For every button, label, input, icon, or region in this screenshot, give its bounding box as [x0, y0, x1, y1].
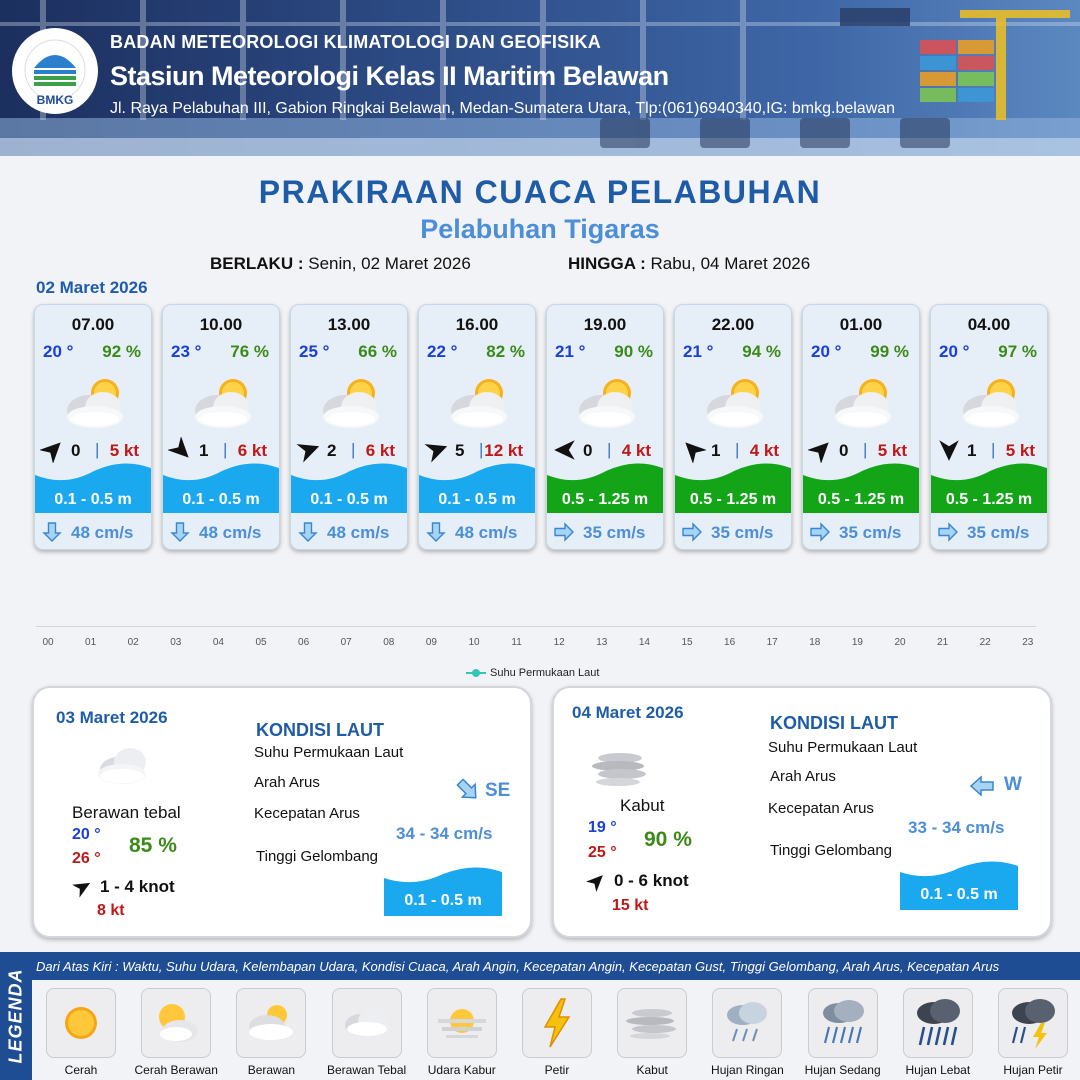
legend-item-label: Cerah Berawan [134, 1063, 218, 1077]
current-speed: 35 cm/s [583, 523, 646, 542]
cerah-berawan-icon [55, 371, 135, 433]
air-temperature: 23 ° [171, 342, 202, 361]
wind-direction-icon [680, 437, 706, 463]
current-speed: 48 cm/s [199, 523, 262, 542]
hour-tick-label: 04 [212, 637, 224, 648]
legend-item-label: Hujan Ringan [711, 1063, 784, 1077]
hour-tick-label: 19 [851, 637, 863, 648]
separator: | [95, 440, 100, 459]
current-speed: 34 - 34 cm/s [396, 824, 493, 843]
hour-tick-label: 06 [298, 637, 310, 648]
humidity: 94 % [742, 342, 781, 361]
arrow-south-icon [41, 521, 63, 543]
cloud-sun-icon [237, 989, 305, 1057]
day-panel-2 [552, 686, 1052, 938]
wind-direction-icon [168, 437, 194, 463]
legend-item-label: Berawan [247, 1063, 296, 1077]
hour-tick-label: 08 [383, 637, 395, 648]
gust-speed: 8 kt [97, 902, 125, 919]
label-wave-height: Tinggi Gelombang [256, 848, 379, 865]
gust-speed: 6 kt [237, 441, 267, 460]
wind-speed-range: 0 - 6 knot [614, 871, 689, 890]
thunderstorm-icon [999, 989, 1067, 1057]
current-speed: 48 cm/s [455, 523, 518, 542]
separator: | [735, 440, 740, 459]
wave-height: 0.1 - 0.5 m [920, 886, 998, 903]
wind-direction-icon [424, 437, 450, 463]
forecast-time: 04.00 [967, 315, 1011, 334]
legend-item-haze [427, 988, 497, 1058]
current-direction: W [1004, 774, 1022, 795]
cerah-berawan-icon [695, 371, 775, 433]
hour-tick-label: 16 [724, 637, 736, 648]
temp-min: 20 ° [72, 826, 101, 843]
humidity: 66 % [358, 342, 397, 361]
humidity: 85 % [129, 834, 177, 857]
wave-height: 0.5 - 1.25 m [561, 491, 649, 508]
air-temperature: 20 ° [43, 342, 74, 361]
hour-tick-label: 23 [1022, 637, 1034, 648]
moderate-rain-icon [809, 989, 877, 1057]
gust-speed: 5 kt [1005, 441, 1035, 460]
legend-item-label: Hujan Lebat [905, 1063, 971, 1077]
gust-speed: 15 kt [612, 897, 649, 914]
arrow-east-icon [553, 521, 575, 543]
wind-speed-range: 1 - 4 knot [100, 877, 175, 896]
station-name: Stasiun Meteorologi Kelas II Maritim Belawan [110, 61, 669, 91]
wind-speed: 2 [327, 441, 337, 460]
light-rain-icon [713, 989, 781, 1057]
legend-item-sun [46, 988, 116, 1058]
arrow-south-icon [297, 521, 319, 543]
day1-date: 02 Maret 2026 [36, 278, 148, 297]
temp-min: 19 ° [588, 819, 617, 836]
current-speed: 35 cm/s [711, 523, 774, 542]
separator: | [863, 440, 868, 459]
current-speed: 33 - 34 cm/s [908, 818, 1005, 837]
forecast-card [162, 304, 280, 550]
valid-from-value: Senin, 02 Maret 2026 [308, 254, 471, 273]
arrow-east-icon [809, 521, 831, 543]
hour-tick-label: 18 [809, 637, 821, 648]
hour-tick-label: 14 [638, 637, 650, 648]
wind-direction-icon [296, 437, 322, 463]
wave-height: 0.1 - 0.5 m [54, 491, 132, 508]
hour-tick-label: 00 [42, 637, 54, 648]
forecast-card [546, 304, 664, 550]
wind-direction-icon [72, 876, 94, 898]
forecast-time: 13.00 [327, 315, 371, 334]
wind-direction-icon [586, 870, 608, 892]
legend-item-light-rain [712, 988, 782, 1058]
legend-item-heavy-rain [903, 988, 973, 1058]
hour-tick-label: 20 [894, 637, 906, 648]
air-temperature: 20 ° [811, 342, 842, 361]
label-current-direction: Arah Arus [770, 768, 836, 785]
cerah-berawan-icon [439, 371, 519, 433]
legend-item-label: Cerah [64, 1063, 98, 1077]
wind-direction-icon [808, 437, 834, 463]
forecast-card [674, 304, 792, 550]
wave-height: 0.1 - 0.5 m [310, 491, 388, 508]
current-speed: 35 cm/s [967, 523, 1030, 542]
hour-tick-label: 07 [340, 637, 352, 648]
hour-tick-label: 10 [468, 637, 480, 648]
hour-tick-label: 02 [127, 637, 139, 648]
header-banner [0, 0, 1080, 156]
forecast-time: 22.00 [711, 315, 755, 334]
label-current-speed: Kecepatan Arus [254, 805, 360, 822]
wind-speed: 5 [455, 441, 465, 460]
separator: | [991, 440, 996, 459]
air-temperature: 21 ° [555, 342, 586, 361]
label-wave-height: Tinggi Gelombang [770, 842, 893, 859]
gust-speed: 4 kt [621, 441, 651, 460]
wind-speed: 0 [71, 441, 81, 460]
wave-height: 0.1 - 0.5 m [182, 491, 260, 508]
legend-item-fog [617, 988, 687, 1058]
forecast-time: 10.00 [199, 315, 243, 334]
legend-item-label: Kabut [636, 1063, 668, 1077]
kondisi-laut-title: KONDISI LAUT [770, 713, 898, 733]
valid-from [210, 254, 471, 274]
valid-until-label: HINGGA : [568, 254, 646, 273]
sun-icon [47, 989, 115, 1057]
kabut-icon [588, 744, 652, 792]
legend-item-lightning [522, 988, 592, 1058]
wave-height: 0.5 - 1.25 m [689, 491, 777, 508]
gust-speed: 5 kt [109, 441, 139, 460]
air-temperature: 20 ° [939, 342, 970, 361]
gust-speed: 4 kt [749, 441, 779, 460]
arrow-south-icon [425, 521, 447, 543]
label-current-speed: Kecepatan Arus [768, 800, 874, 817]
agency-name: BADAN METEOROLOGI KLIMATOLOGI DAN GEOFISIKA [110, 32, 601, 52]
cerah-berawan-icon [311, 371, 391, 433]
hour-tick-label: 13 [596, 637, 608, 648]
hour-axis-line [36, 626, 1036, 627]
hour-tick-label: 12 [553, 637, 565, 648]
legend-caption: Dari Atas Kiri : Waktu, Suhu Udara, Kelembapan Udara, Kondisi Cuaca, Arah Angin, Kecepatan Angin, Kecepatan Gust, Tinggi Gelombang, Arah Arus, Kecepatan Arus [36, 959, 1000, 974]
day-panel-date: 04 Maret 2026 [572, 703, 684, 722]
bmkg-logo [12, 28, 98, 114]
wind-speed: 1 [967, 441, 977, 460]
sun-cloud-icon [142, 989, 210, 1057]
gust-speed: 12 kt [484, 441, 523, 460]
hour-tick-label: 22 [979, 637, 991, 648]
humidity: 97 % [998, 342, 1037, 361]
wind-direction-icon [40, 437, 66, 463]
page-title: PRAKIRAAN CUACA PELABUHAN [258, 174, 822, 210]
forecast-time: 16.00 [455, 315, 499, 334]
berawan-tebal-icon [92, 740, 156, 788]
legend-item-label: Petir [544, 1063, 570, 1077]
heavy-rain-icon [904, 989, 972, 1057]
label-sst: Suhu Permukaan Laut [254, 744, 404, 761]
valid-until [568, 254, 810, 274]
air-temperature: 25 ° [299, 342, 330, 361]
cerah-berawan-icon [567, 371, 647, 433]
gust-speed: 6 kt [365, 441, 395, 460]
arrow-southeast-icon [454, 778, 482, 802]
legend-item-label: Hujan Sedang [804, 1063, 881, 1077]
wave-height: 0.5 - 1.25 m [945, 491, 1033, 508]
legend-item-label: Hujan Petir [1003, 1063, 1063, 1077]
forecast-card [34, 304, 152, 550]
weather-description: Kabut [620, 796, 665, 815]
arrow-east-icon [937, 521, 959, 543]
lightning-icon [523, 989, 591, 1057]
wind-direction-icon [936, 437, 962, 463]
wind-speed: 0 [839, 441, 849, 460]
wave-height: 0.5 - 1.25 m [817, 491, 905, 508]
current-direction: SE [485, 780, 511, 801]
forecast-card [930, 304, 1048, 550]
arrow-west-icon [968, 774, 996, 798]
hour-tick-label: 05 [255, 637, 267, 648]
legend-side-bar [0, 952, 32, 1080]
forecast-time: 19.00 [583, 315, 627, 334]
legend-item-cloud-sun [236, 988, 306, 1058]
separator: | [351, 440, 356, 459]
legend-item-label: Berawan Tebal [327, 1063, 407, 1077]
valid-from-label: BERLAKU : [210, 254, 304, 273]
current-speed: 48 cm/s [327, 523, 390, 542]
forecast-card [802, 304, 920, 550]
legend-item-thunderstorm [998, 988, 1068, 1058]
hour-tick-label: 11 [511, 637, 522, 648]
wave-height: 0.1 - 0.5 m [438, 491, 516, 508]
hour-tick-label: 17 [766, 637, 778, 648]
sst-legend [466, 667, 599, 679]
fog-icon [618, 989, 686, 1057]
humidity: 92 % [102, 342, 141, 361]
air-temperature: 21 ° [683, 342, 714, 361]
forecast-card [290, 304, 408, 550]
separator: | [607, 440, 612, 459]
separator: | [223, 440, 228, 459]
forecast-time: 07.00 [71, 315, 115, 334]
sst-legend-marker [466, 669, 486, 677]
wind-speed: 1 [199, 441, 209, 460]
hour-tick-label: 15 [681, 637, 693, 648]
haze-icon [428, 989, 496, 1057]
gust-speed: 5 kt [877, 441, 907, 460]
hour-tick-label: 09 [425, 637, 437, 648]
forecast-time: 01.00 [839, 315, 883, 334]
day-panel-1 [32, 686, 532, 938]
hour-tick-label: 21 [937, 637, 949, 648]
station-address: Jl. Raya Pelabuhan III, Gabion Ringkai Belawan, Medan-Sumatera Utara, Tlp:(061)6940340,IG: bmkg.belawan [110, 100, 896, 117]
legend-item-sun-cloud [141, 988, 211, 1058]
current-speed: 35 cm/s [839, 523, 902, 542]
humidity: 82 % [486, 342, 525, 361]
current-speed: 48 cm/s [71, 523, 134, 542]
wind-speed: 1 [711, 441, 721, 460]
legend-item-label: Udara Kabur [427, 1063, 496, 1077]
logo-text: BMKG [36, 93, 74, 107]
sst-legend-label: Suhu Permukaan Laut [490, 667, 600, 679]
kondisi-laut-title: KONDISI LAUT [256, 720, 384, 740]
separator: | [479, 440, 484, 459]
valid-until-value: Rabu, 04 Maret 2026 [650, 254, 811, 273]
label-current-direction: Arah Arus [254, 774, 320, 791]
day-panel-date: 03 Maret 2026 [56, 708, 168, 727]
humidity: 90 % [614, 342, 653, 361]
wave-height: 0.1 - 0.5 m [404, 892, 482, 909]
cloud-icon [333, 989, 401, 1057]
port-name: Pelabuhan Tigaras [420, 214, 660, 244]
cerah-berawan-icon [823, 371, 903, 433]
wind-speed: 0 [583, 441, 593, 460]
air-temperature: 22 ° [427, 342, 458, 361]
legend-title: LEGENDA [5, 968, 26, 1064]
humidity: 99 % [870, 342, 909, 361]
wind-direction-icon [552, 437, 578, 463]
humidity: 76 % [230, 342, 269, 361]
cerah-berawan-icon [951, 371, 1031, 433]
arrow-east-icon [681, 521, 703, 543]
temp-max: 25 ° [588, 844, 617, 861]
arrow-south-icon [169, 521, 191, 543]
temp-max: 26 ° [72, 850, 101, 867]
hour-tick-label: 03 [170, 637, 182, 648]
label-sst: Suhu Permukaan Laut [768, 739, 918, 756]
cerah-berawan-icon [183, 371, 263, 433]
humidity: 90 % [644, 828, 692, 851]
legend-item-moderate-rain [808, 988, 878, 1058]
weather-description: Berawan tebal [72, 803, 181, 822]
forecast-card [418, 304, 536, 550]
hour-tick-label: 01 [85, 637, 97, 648]
legend-item-cloud [332, 988, 402, 1058]
